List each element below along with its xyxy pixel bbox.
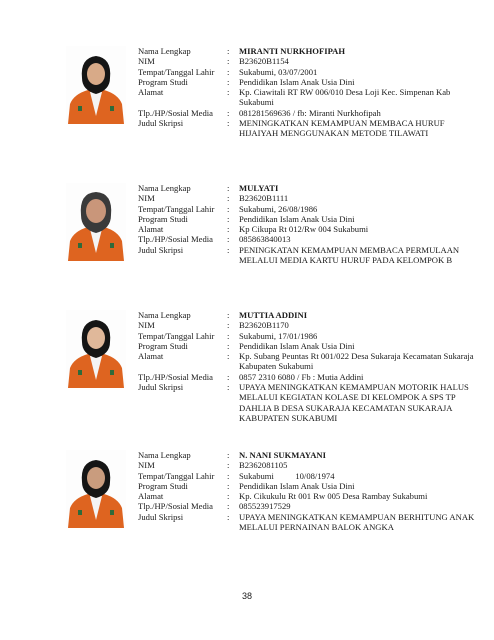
student-address: Kp. Subang Peuntas Rt 001/022 Desa Sukaraja Kecamatan Sukaraja Kabupaten Sukabumi: [239, 351, 474, 372]
student-thesis: MENINGKATKAN KEMAMPUAN MEMBACA HURUF HIJAIYAH MENGGUNAKAN METODE TILAWATI: [239, 118, 445, 139]
nim-row: NIM : B23620B1170: [138, 320, 478, 330]
student-nim: B23620B1111: [239, 193, 289, 204]
student-thesis: PENINGKATAN KEMAMPUAN MEMBACA PERMULAAN MELALUI MEDIA KARTU HURUF PADA KELOMPOK B: [239, 244, 460, 266]
student-portrait-icon: [66, 183, 126, 261]
student-address: Kp. Ciawitali RT RW 006/010 Desa Loji Kec. Simpenan Kab Sukabumi: [239, 87, 451, 108]
name-row: Nama Lengkap : N. NANI SUKMAYANI: [138, 450, 478, 460]
contact-row: Tlp./HP/Sosial Media : 0857 2310 6080 / Fb : Mutia Addini: [138, 372, 478, 382]
student-birth: Sukabumi, 17/01/1986: [239, 330, 318, 341]
student-name: MIRANTI NURKHOFIPAH: [239, 46, 346, 56]
address-row: Alamat : Kp Cikupa Rt 012/Rw 004 Sukabumi: [138, 224, 478, 234]
student-thesis: UPAYA MENINGKATKAN KEMAMPUAN BERHITUNG ANAK MELALUI PERNAINAN BALOK ANGKA: [239, 511, 475, 533]
student-nim: B2362081105: [239, 460, 288, 471]
student-contact: 085523917529: [239, 501, 291, 512]
student-nim: B23620B1154: [239, 56, 289, 67]
program-row: Program Studi : Pendidikan Islam Anak Usia Dini: [138, 77, 478, 87]
nim-row: NIM : B2362081105: [138, 460, 478, 470]
address-row: Alamat : Kp. Subang Peuntas Rt 001/022 Desa Sukaraja Kecamatan Sukaraja Kabupaten Sukabumi: [138, 351, 478, 372]
contact-row: Tlp./HP/Sosial Media : 085523917529: [138, 501, 478, 511]
student-details: [138, 183, 478, 265]
thesis-row: Judul Skripsi : UPAYA MENINGKATKAN KEMAMPUAN MOTORIK HALUS MELALUI KEGIATAN KOLASE DI KELOMPOK A SPS TP DAHLIA B DESA SUKARAJA KECAMATAN SUKARAJA KABUPATEN SUKABUMI: [138, 382, 478, 423]
name-row: Nama Lengkap : MIRANTI NURKHOFIPAH: [138, 46, 478, 56]
student-photo: [66, 450, 126, 528]
student-portrait-icon: [66, 310, 126, 388]
student-portrait-icon: [66, 46, 126, 124]
student-nim: B23620B1170: [239, 320, 289, 331]
student-program: Pendidikan Islam Anak Usia Dini: [239, 213, 355, 224]
student-details: [138, 310, 478, 423]
student-thesis: UPAYA MENINGKATKAN KEMAMPUAN MOTORIK HALUS MELALUI KEGIATAN KOLASE DI KELOMPOK A SPS TP DAHLIA B DESA SUKARAJA KECAMATAN SUKARAJA KABUPATEN SUKABUMI: [239, 382, 469, 423]
birth-row: Tempat/Tanggal Lahir : Sukabumi 10/08/1974: [138, 471, 478, 481]
student-portrait-icon: [66, 450, 126, 528]
program-row: Program Studi : Pendidikan Islam Anak Usia Dini: [138, 481, 478, 491]
student-photo: [66, 310, 126, 388]
student-photo: [66, 183, 126, 261]
address-row: Alamat : Kp. Ciawitali RT RW 006/010 Desa Loji Kec. Simpenan Kab Sukabumi: [138, 87, 478, 108]
birth-row: Tempat/Tanggal Lahir : Sukabumi, 17/01/1986: [138, 331, 478, 341]
student-address: Kp. Cikukulu Rt 001 Rw 005 Desa Rambay Sukabumi: [239, 491, 428, 502]
thesis-row: Judul Skripsi : PENINGKATAN KEMAMPUAN MEMBACA PERMULAAN MELALUI MEDIA KARTU HURUF PADA KELOMPOK B: [138, 245, 478, 266]
student-program: Pendidikan Islam Anak Usia Dini: [239, 480, 355, 491]
student-name: N. NANI SUKMAYANI: [239, 450, 326, 460]
address-row: Alamat : Kp. Cikukulu Rt 001 Rw 005 Desa Rambay Sukabumi: [138, 491, 478, 501]
student-birth: Sukabumi, 26/08/1986: [239, 203, 318, 214]
contact-row: Tlp./HP/Sosial Media : 081281569636 / fb: Miranti Nurkhofipah: [138, 108, 478, 118]
thesis-row: Judul Skripsi : UPAYA MENINGKATKAN KEMAMPUAN BERHITUNG ANAK MELALUI PERNAINAN BALOK ANGKA: [138, 512, 478, 533]
name-row: Nama Lengkap : MULYATI: [138, 183, 478, 193]
student-details: [138, 450, 478, 532]
student-contact: 0857 2310 6080 / Fb : Mutia Addini: [239, 371, 364, 382]
student-birth: Sukabumi 10/08/1974: [239, 470, 335, 481]
nim-row: NIM : B23620B1111: [138, 193, 478, 203]
birth-row: Tempat/Tanggal Lahir : Sukabumi, 03/07/2001: [138, 67, 478, 77]
program-row: Program Studi : Pendidikan Islam Anak Usia Dini: [138, 214, 478, 224]
birth-row: Tempat/Tanggal Lahir : Sukabumi, 26/08/1986: [138, 204, 478, 214]
student-contact: 085863840013: [239, 234, 291, 245]
student-program: Pendidikan Islam Anak Usia Dini: [239, 340, 355, 351]
student-photo: [66, 46, 126, 124]
student-contact: 081281569636 / fb: Miranti Nurkhofipah: [239, 107, 381, 118]
student-name: MUTTIA ADDINI: [239, 310, 308, 320]
thesis-row: Judul Skripsi : MENINGKATKAN KEMAMPUAN MEMBACA HURUF HIJAIYAH MENGGUNAKAN METODE TILAWATI: [138, 118, 478, 139]
student-program: Pendidikan Islam Anak Usia Dini: [239, 76, 355, 87]
program-row: Program Studi : Pendidikan Islam Anak Usia Dini: [138, 341, 478, 351]
page-number: 38: [241, 591, 252, 601]
nim-row: NIM : B23620B1154: [138, 56, 478, 66]
student-address: Kp Cikupa Rt 012/Rw 004 Sukabumi: [239, 224, 369, 235]
student-details: [138, 46, 478, 139]
student-name: MULYATI: [239, 183, 279, 193]
contact-row: Tlp./HP/Sosial Media : 085863840013: [138, 234, 478, 244]
name-row: Nama Lengkap : MUTTIA ADDINI: [138, 310, 478, 320]
student-birth: Sukabumi, 03/07/2001: [239, 66, 318, 77]
